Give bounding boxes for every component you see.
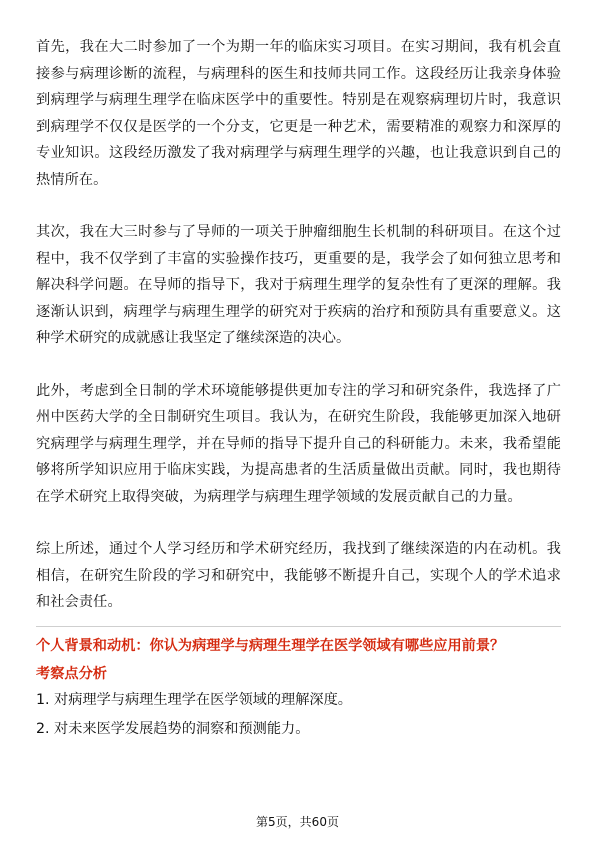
analysis-item-2: 2. 对未来医学发展趋势的洞察和预测能力。 (36, 720, 310, 737)
body-paragraph-3: 此外，考虑到全日制的学术环境能够提供更加专注的学习和研究条件，我选择了广州中医药大学的全日制研究生项目。我认为，在研究生阶段，我能够更加深入地研究病理学与病理生理学，并在导师的指导下提升自己的科研能力。未来，我希望能够将所学知识应用于临床实践，为提高患者的生活质量做出贡献。同时，我也期待在学术研究上取得突破，为病理学与病理生理学领域的发展贡献自己的力量。 (36, 382, 561, 505)
question-heading: 个人背景和动机：你认为病理学与病理生理学在医学领域有哪些应用前景？ (36, 637, 505, 654)
analysis-title: 考察点分析 (36, 665, 107, 682)
body-paragraph-4: 综上所述，通过个人学习经历和学术研究经历，我找到了继续深造的内在动机。我相信，在研究生阶段的学习和研究中，我能够不断提升自己，实现个人的学术追求和社会责任。 (36, 541, 561, 610)
section-divider (36, 626, 561, 627)
body-paragraph-1: 首先，我在大二时参加了一个为期一年的临床实习项目。在实习期间，我有机会直接参与病理诊断的流程，与病理科的医生和技师共同工作。这段经历让我亲身体验到病理学与病理生理学在临床医学中的重要性。特别是在观察病理切片时，我意识到病理学不仅仅是医学的一个分支，它更是一种艺术，需要精准的观察力和深厚的专业知识。这段经历激发了我对病理学与病理生理学的兴趣，也让我意识到自己的热情所在。 (36, 39, 561, 188)
page-number: 第5页，共60页 (256, 815, 339, 829)
analysis-item-1: 1. 对病理学与病理生理学在医学领域的理解深度。 (36, 691, 352, 708)
body-paragraph-2: 其次，我在大三时参与了导师的一项关于肿瘤细胞生长机制的科研项目。在这个过程中，我不仅学到了丰富的实验操作技巧，更重要的是，我学会了如何独立思考和解决科学问题。在导师的指导下，我对于病理生理学的复杂性有了更深的理解。我逐渐认识到，病理学与病理生理学的研究对于疾病的治疗和预防具有重要意义。这种学术研究的成就感让我坚定了继续深造的决心。 (36, 224, 561, 346)
page-content (36, 34, 561, 747)
